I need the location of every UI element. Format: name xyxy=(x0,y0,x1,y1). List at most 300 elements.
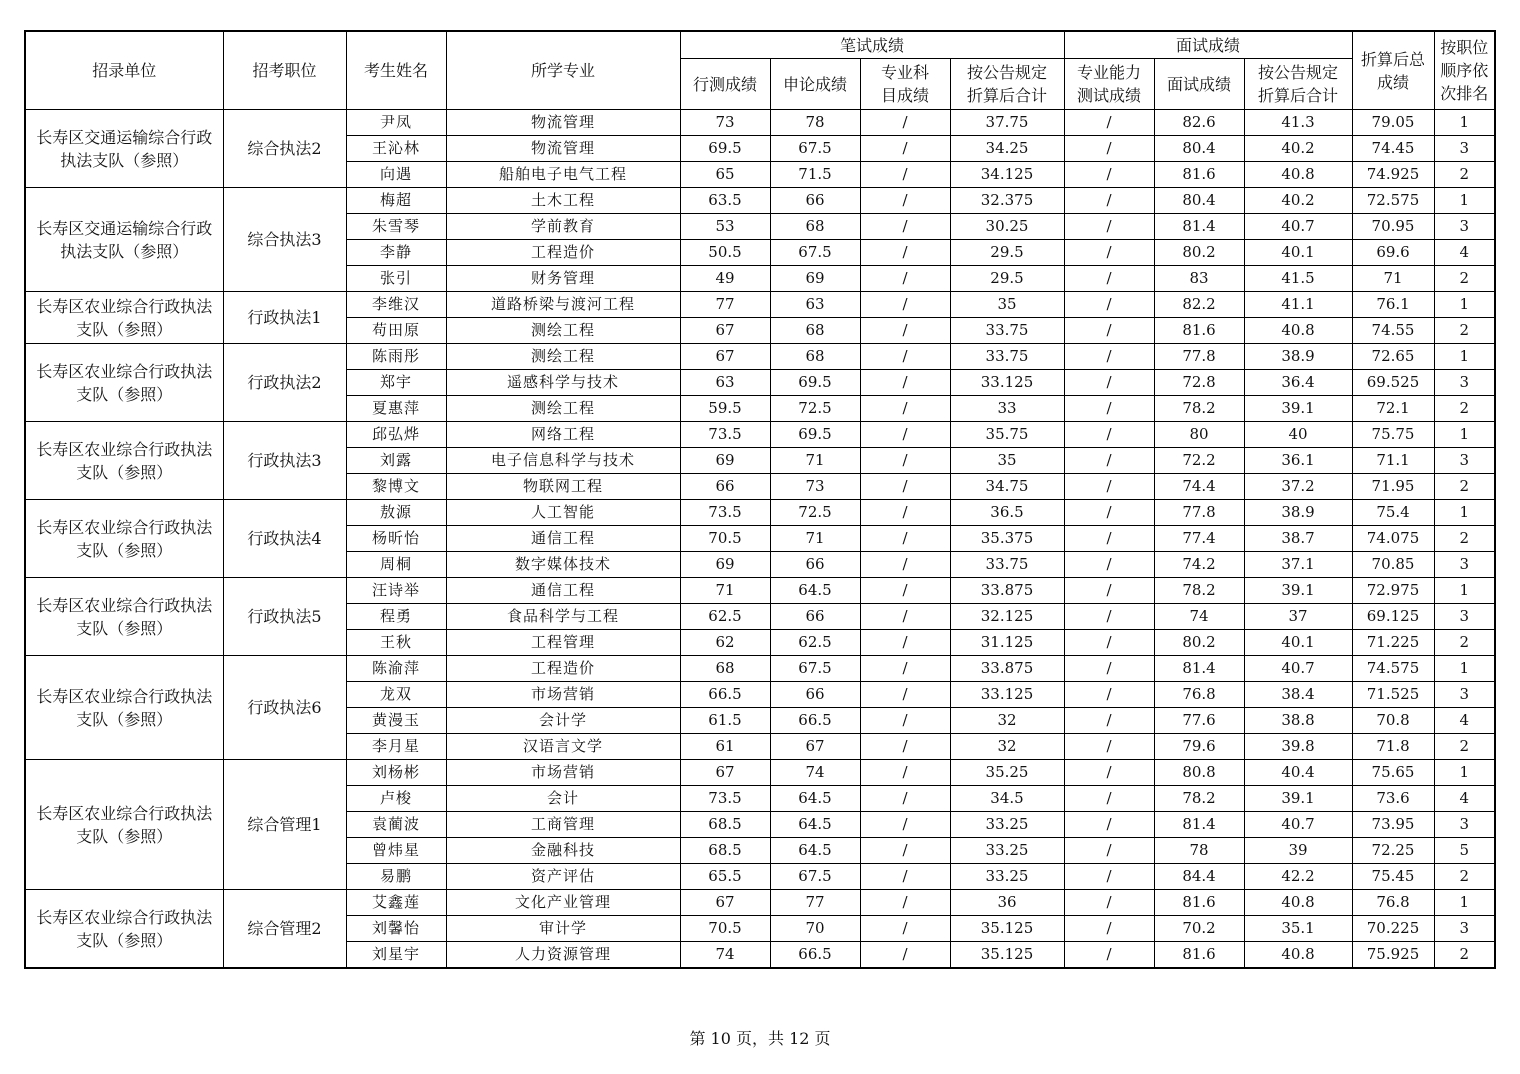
written-total-cell: 33.125 xyxy=(950,370,1064,396)
ability-cell: / xyxy=(1064,578,1154,604)
xingce-cell: 53 xyxy=(680,214,770,240)
ability-cell: / xyxy=(1064,864,1154,890)
rank-cell: 3 xyxy=(1434,812,1495,838)
final-cell: 74.575 xyxy=(1352,656,1434,682)
position-cell: 行政执法5 xyxy=(223,578,346,656)
major-cell: 电子信息科学与技术 xyxy=(446,448,680,474)
rank-cell: 1 xyxy=(1434,110,1495,136)
candidate-name-cell: 袁蔺波 xyxy=(346,812,446,838)
subject-cell: / xyxy=(860,396,950,422)
rank-cell: 2 xyxy=(1434,942,1495,969)
score-table xyxy=(24,30,1496,969)
xingce-cell: 65.5 xyxy=(680,864,770,890)
table-row xyxy=(25,110,1495,136)
interview-total-cell: 38.7 xyxy=(1244,526,1352,552)
header-interview-total: 按公告规定折算后合计 xyxy=(1244,59,1352,110)
major-cell: 金融科技 xyxy=(446,838,680,864)
rank-cell: 3 xyxy=(1434,682,1495,708)
subject-cell: / xyxy=(860,604,950,630)
subject-cell: / xyxy=(860,448,950,474)
xingce-cell: 67 xyxy=(680,318,770,344)
rank-cell: 2 xyxy=(1434,734,1495,760)
written-total-cell: 36.5 xyxy=(950,500,1064,526)
major-cell: 物流管理 xyxy=(446,136,680,162)
final-cell: 75.925 xyxy=(1352,942,1434,969)
written-total-cell: 32.375 xyxy=(950,188,1064,214)
xingce-cell: 67 xyxy=(680,344,770,370)
final-cell: 75.45 xyxy=(1352,864,1434,890)
written-total-cell: 32.125 xyxy=(950,604,1064,630)
candidate-name-cell: 苟田原 xyxy=(346,318,446,344)
ability-cell: / xyxy=(1064,552,1154,578)
interview-total-cell: 40.7 xyxy=(1244,812,1352,838)
major-cell: 测绘工程 xyxy=(446,396,680,422)
major-cell: 市场营销 xyxy=(446,760,680,786)
subject-cell: / xyxy=(860,578,950,604)
candidate-name-cell: 周桐 xyxy=(346,552,446,578)
candidate-name-cell: 刘星宇 xyxy=(346,942,446,969)
major-cell: 通信工程 xyxy=(446,578,680,604)
major-cell: 文化产业管理 xyxy=(446,890,680,916)
final-cell: 70.95 xyxy=(1352,214,1434,240)
final-cell: 72.1 xyxy=(1352,396,1434,422)
shenlun-cell: 63 xyxy=(770,292,860,318)
interview-cell: 80 xyxy=(1154,422,1244,448)
ability-cell: / xyxy=(1064,474,1154,500)
major-cell: 数字媒体技术 xyxy=(446,552,680,578)
subject-cell: / xyxy=(860,630,950,656)
written-total-cell: 34.5 xyxy=(950,786,1064,812)
shenlun-cell: 74 xyxy=(770,760,860,786)
ability-cell: / xyxy=(1064,240,1154,266)
table-row xyxy=(25,292,1495,318)
written-total-cell: 32 xyxy=(950,708,1064,734)
candidate-name-cell: 邱弘烨 xyxy=(346,422,446,448)
subject-cell: / xyxy=(860,890,950,916)
final-cell: 76.1 xyxy=(1352,292,1434,318)
written-total-cell: 31.125 xyxy=(950,630,1064,656)
ability-cell: / xyxy=(1064,266,1154,292)
major-cell: 测绘工程 xyxy=(446,344,680,370)
rank-cell: 3 xyxy=(1434,604,1495,630)
table-row xyxy=(25,656,1495,682)
candidate-name-cell: 尹凤 xyxy=(346,110,446,136)
interview-cell: 80.2 xyxy=(1154,240,1244,266)
ability-cell: / xyxy=(1064,890,1154,916)
subject-cell: / xyxy=(860,734,950,760)
xingce-cell: 74 xyxy=(680,942,770,969)
written-total-cell: 33.75 xyxy=(950,344,1064,370)
unit-cell: 长寿区农业综合行政执法支队（参照） xyxy=(25,422,223,500)
interview-total-cell: 41.5 xyxy=(1244,266,1352,292)
final-cell: 72.975 xyxy=(1352,578,1434,604)
interview-cell: 84.4 xyxy=(1154,864,1244,890)
interview-cell: 74 xyxy=(1154,604,1244,630)
xingce-cell: 77 xyxy=(680,292,770,318)
candidate-name-cell: 张引 xyxy=(346,266,446,292)
major-cell: 人力资源管理 xyxy=(446,942,680,969)
candidate-name-cell: 陈渝萍 xyxy=(346,656,446,682)
written-total-cell: 35.75 xyxy=(950,422,1064,448)
subject-cell: / xyxy=(860,318,950,344)
page-footer: 第 10 页，共 12 页 xyxy=(689,1029,831,1048)
written-total-cell: 33.25 xyxy=(950,864,1064,890)
header-ability: 专业能力测试成绩 xyxy=(1064,59,1154,110)
written-total-cell: 35 xyxy=(950,292,1064,318)
rank-cell: 1 xyxy=(1434,760,1495,786)
subject-cell: / xyxy=(860,422,950,448)
ability-cell: / xyxy=(1064,734,1154,760)
xingce-cell: 50.5 xyxy=(680,240,770,266)
shenlun-cell: 66 xyxy=(770,552,860,578)
interview-total-cell: 40.7 xyxy=(1244,214,1352,240)
subject-cell: / xyxy=(860,760,950,786)
major-cell: 通信工程 xyxy=(446,526,680,552)
interview-total-cell: 37.2 xyxy=(1244,474,1352,500)
subject-cell: / xyxy=(860,526,950,552)
rank-cell: 2 xyxy=(1434,318,1495,344)
xingce-cell: 59.5 xyxy=(680,396,770,422)
major-cell: 工程造价 xyxy=(446,240,680,266)
shenlun-cell: 78 xyxy=(770,110,860,136)
xingce-cell: 69 xyxy=(680,552,770,578)
interview-total-cell: 40 xyxy=(1244,422,1352,448)
table-row xyxy=(25,578,1495,604)
xingce-cell: 63.5 xyxy=(680,188,770,214)
ability-cell: / xyxy=(1064,656,1154,682)
header-interview-group: 面试成绩 xyxy=(1064,31,1352,59)
written-total-cell: 33.75 xyxy=(950,318,1064,344)
position-cell: 行政执法3 xyxy=(223,422,346,500)
interview-total-cell: 40.1 xyxy=(1244,630,1352,656)
xingce-cell: 69.5 xyxy=(680,136,770,162)
interview-cell: 82.6 xyxy=(1154,110,1244,136)
final-cell: 74.075 xyxy=(1352,526,1434,552)
final-cell: 71.95 xyxy=(1352,474,1434,500)
final-cell: 70.225 xyxy=(1352,916,1434,942)
candidate-name-cell: 朱雪琴 xyxy=(346,214,446,240)
xingce-cell: 61.5 xyxy=(680,708,770,734)
interview-cell: 81.4 xyxy=(1154,656,1244,682)
interview-cell: 72.8 xyxy=(1154,370,1244,396)
table-row xyxy=(25,188,1495,214)
header-final: 折算后总成绩 xyxy=(1352,31,1434,110)
ability-cell: / xyxy=(1064,188,1154,214)
shenlun-cell: 66 xyxy=(770,604,860,630)
ability-cell: / xyxy=(1064,812,1154,838)
shenlun-cell: 69.5 xyxy=(770,370,860,396)
final-cell: 76.8 xyxy=(1352,890,1434,916)
candidate-name-cell: 艾鑫莲 xyxy=(346,890,446,916)
written-total-cell: 35.375 xyxy=(950,526,1064,552)
subject-cell: / xyxy=(860,162,950,188)
xingce-cell: 70.5 xyxy=(680,916,770,942)
ability-cell: / xyxy=(1064,422,1154,448)
subject-cell: / xyxy=(860,682,950,708)
table-row xyxy=(25,344,1495,370)
interview-total-cell: 38.8 xyxy=(1244,708,1352,734)
ability-cell: / xyxy=(1064,292,1154,318)
major-cell: 会计学 xyxy=(446,708,680,734)
position-cell: 行政执法6 xyxy=(223,656,346,760)
shenlun-cell: 72.5 xyxy=(770,500,860,526)
written-total-cell: 34.25 xyxy=(950,136,1064,162)
candidate-name-cell: 王沁林 xyxy=(346,136,446,162)
candidate-name-cell: 李静 xyxy=(346,240,446,266)
written-total-cell: 34.125 xyxy=(950,162,1064,188)
final-cell: 75.4 xyxy=(1352,500,1434,526)
subject-cell: / xyxy=(860,266,950,292)
major-cell: 工程管理 xyxy=(446,630,680,656)
ability-cell: / xyxy=(1064,448,1154,474)
written-total-cell: 32 xyxy=(950,734,1064,760)
interview-cell: 80.2 xyxy=(1154,630,1244,656)
final-cell: 71 xyxy=(1352,266,1434,292)
subject-cell: / xyxy=(860,812,950,838)
written-total-cell: 37.75 xyxy=(950,110,1064,136)
major-cell: 学前教育 xyxy=(446,214,680,240)
final-cell: 73.6 xyxy=(1352,786,1434,812)
interview-cell: 81.4 xyxy=(1154,214,1244,240)
candidate-name-cell: 刘露 xyxy=(346,448,446,474)
written-total-cell: 33.875 xyxy=(950,656,1064,682)
final-cell: 75.65 xyxy=(1352,760,1434,786)
interview-total-cell: 38.9 xyxy=(1244,500,1352,526)
ability-cell: / xyxy=(1064,344,1154,370)
candidate-name-cell: 易鹏 xyxy=(346,864,446,890)
candidate-name-cell: 黄漫玉 xyxy=(346,708,446,734)
ability-cell: / xyxy=(1064,838,1154,864)
candidate-name-cell: 郑宇 xyxy=(346,370,446,396)
major-cell: 物流管理 xyxy=(446,110,680,136)
candidate-name-cell: 夏惠萍 xyxy=(346,396,446,422)
rank-cell: 1 xyxy=(1434,422,1495,448)
final-cell: 72.575 xyxy=(1352,188,1434,214)
final-cell: 74.925 xyxy=(1352,162,1434,188)
interview-cell: 78.2 xyxy=(1154,396,1244,422)
subject-cell: / xyxy=(860,786,950,812)
interview-total-cell: 40.8 xyxy=(1244,890,1352,916)
ability-cell: / xyxy=(1064,708,1154,734)
xingce-cell: 73 xyxy=(680,110,770,136)
rank-cell: 1 xyxy=(1434,188,1495,214)
subject-cell: / xyxy=(860,214,950,240)
interview-cell: 77.4 xyxy=(1154,526,1244,552)
written-total-cell: 33.125 xyxy=(950,682,1064,708)
subject-cell: / xyxy=(860,136,950,162)
interview-total-cell: 40.7 xyxy=(1244,656,1352,682)
interview-cell: 78.2 xyxy=(1154,786,1244,812)
written-total-cell: 33.25 xyxy=(950,812,1064,838)
header-major: 所学专业 xyxy=(446,31,680,110)
candidate-name-cell: 黎博文 xyxy=(346,474,446,500)
interview-cell: 77.8 xyxy=(1154,500,1244,526)
interview-cell: 79.6 xyxy=(1154,734,1244,760)
final-cell: 71.225 xyxy=(1352,630,1434,656)
rank-cell: 3 xyxy=(1434,214,1495,240)
interview-cell: 70.2 xyxy=(1154,916,1244,942)
major-cell: 网络工程 xyxy=(446,422,680,448)
ability-cell: / xyxy=(1064,162,1154,188)
candidate-name-cell: 龙双 xyxy=(346,682,446,708)
interview-cell: 72.2 xyxy=(1154,448,1244,474)
candidate-name-cell: 梅超 xyxy=(346,188,446,214)
written-total-cell: 33.75 xyxy=(950,552,1064,578)
rank-cell: 1 xyxy=(1434,890,1495,916)
subject-cell: / xyxy=(860,292,950,318)
candidate-name-cell: 卢梭 xyxy=(346,786,446,812)
interview-total-cell: 42.2 xyxy=(1244,864,1352,890)
shenlun-cell: 68 xyxy=(770,344,860,370)
written-total-cell: 35.125 xyxy=(950,942,1064,969)
final-cell: 71.8 xyxy=(1352,734,1434,760)
header-rank: 按职位顺序依次排名 xyxy=(1434,31,1495,110)
rank-cell: 4 xyxy=(1434,708,1495,734)
table-row xyxy=(25,422,1495,448)
interview-cell: 81.6 xyxy=(1154,890,1244,916)
written-total-cell: 30.25 xyxy=(950,214,1064,240)
shenlun-cell: 64.5 xyxy=(770,812,860,838)
written-total-cell: 35.125 xyxy=(950,916,1064,942)
rank-cell: 2 xyxy=(1434,630,1495,656)
candidate-name-cell: 李维汉 xyxy=(346,292,446,318)
major-cell: 测绘工程 xyxy=(446,318,680,344)
table-row xyxy=(25,760,1495,786)
interview-cell: 77.6 xyxy=(1154,708,1244,734)
position-cell: 综合执法2 xyxy=(223,110,346,188)
interview-cell: 78.2 xyxy=(1154,578,1244,604)
xingce-cell: 73.5 xyxy=(680,500,770,526)
ability-cell: / xyxy=(1064,942,1154,969)
xingce-cell: 65 xyxy=(680,162,770,188)
xingce-cell: 68.5 xyxy=(680,812,770,838)
xingce-cell: 62.5 xyxy=(680,604,770,630)
interview-total-cell: 38.4 xyxy=(1244,682,1352,708)
interview-total-cell: 36.1 xyxy=(1244,448,1352,474)
header-written-total: 按公告规定折算后合计 xyxy=(950,59,1064,110)
shenlun-cell: 71 xyxy=(770,448,860,474)
shenlun-cell: 72.5 xyxy=(770,396,860,422)
subject-cell: / xyxy=(860,344,950,370)
major-cell: 汉语言文学 xyxy=(446,734,680,760)
rank-cell: 4 xyxy=(1434,240,1495,266)
written-total-cell: 36 xyxy=(950,890,1064,916)
rank-cell: 2 xyxy=(1434,162,1495,188)
unit-cell: 长寿区交通运输综合行政执法支队（参照） xyxy=(25,188,223,292)
interview-total-cell: 39.8 xyxy=(1244,734,1352,760)
candidate-name-cell: 刘馨怡 xyxy=(346,916,446,942)
interview-total-cell: 36.4 xyxy=(1244,370,1352,396)
final-cell: 70.85 xyxy=(1352,552,1434,578)
rank-cell: 1 xyxy=(1434,500,1495,526)
interview-total-cell: 39.1 xyxy=(1244,396,1352,422)
xingce-cell: 67 xyxy=(680,760,770,786)
subject-cell: / xyxy=(860,240,950,266)
final-cell: 79.05 xyxy=(1352,110,1434,136)
major-cell: 船舶电子电气工程 xyxy=(446,162,680,188)
shenlun-cell: 64.5 xyxy=(770,578,860,604)
candidate-name-cell: 刘杨彬 xyxy=(346,760,446,786)
major-cell: 食品科学与工程 xyxy=(446,604,680,630)
ability-cell: / xyxy=(1064,214,1154,240)
written-total-cell: 33.875 xyxy=(950,578,1064,604)
xingce-cell: 62 xyxy=(680,630,770,656)
shenlun-cell: 69 xyxy=(770,266,860,292)
final-cell: 69.125 xyxy=(1352,604,1434,630)
shenlun-cell: 67.5 xyxy=(770,136,860,162)
interview-total-cell: 41.3 xyxy=(1244,110,1352,136)
shenlun-cell: 70 xyxy=(770,916,860,942)
rank-cell: 3 xyxy=(1434,370,1495,396)
interview-cell: 81.6 xyxy=(1154,162,1244,188)
xingce-cell: 70.5 xyxy=(680,526,770,552)
candidate-name-cell: 程勇 xyxy=(346,604,446,630)
table-row xyxy=(25,500,1495,526)
rank-cell: 2 xyxy=(1434,266,1495,292)
header-written-group: 笔试成绩 xyxy=(680,31,1064,59)
ability-cell: / xyxy=(1064,136,1154,162)
xingce-cell: 63 xyxy=(680,370,770,396)
interview-cell: 80.4 xyxy=(1154,188,1244,214)
shenlun-cell: 66.5 xyxy=(770,942,860,969)
written-total-cell: 35 xyxy=(950,448,1064,474)
candidate-name-cell: 王秋 xyxy=(346,630,446,656)
candidate-name-cell: 陈雨彤 xyxy=(346,344,446,370)
interview-cell: 80.4 xyxy=(1154,136,1244,162)
unit-cell: 长寿区农业综合行政执法支队（参照） xyxy=(25,578,223,656)
interview-cell: 81.6 xyxy=(1154,318,1244,344)
header-subject: 专业科目成绩 xyxy=(860,59,950,110)
written-total-cell: 29.5 xyxy=(950,240,1064,266)
interview-cell: 81.6 xyxy=(1154,942,1244,969)
subject-cell: / xyxy=(860,474,950,500)
unit-cell: 长寿区农业综合行政执法支队（参照） xyxy=(25,890,223,969)
interview-total-cell: 39.1 xyxy=(1244,786,1352,812)
xingce-cell: 67 xyxy=(680,890,770,916)
shenlun-cell: 64.5 xyxy=(770,786,860,812)
ability-cell: / xyxy=(1064,786,1154,812)
header-name: 考生姓名 xyxy=(346,31,446,110)
subject-cell: / xyxy=(860,864,950,890)
shenlun-cell: 66.5 xyxy=(770,708,860,734)
final-cell: 71.525 xyxy=(1352,682,1434,708)
xingce-cell: 66 xyxy=(680,474,770,500)
final-cell: 72.25 xyxy=(1352,838,1434,864)
interview-cell: 82.2 xyxy=(1154,292,1244,318)
major-cell: 财务管理 xyxy=(446,266,680,292)
rank-cell: 2 xyxy=(1434,864,1495,890)
xingce-cell: 69 xyxy=(680,448,770,474)
final-cell: 73.95 xyxy=(1352,812,1434,838)
position-cell: 行政执法4 xyxy=(223,500,346,578)
shenlun-cell: 67.5 xyxy=(770,240,860,266)
shenlun-cell: 69.5 xyxy=(770,422,860,448)
shenlun-cell: 68 xyxy=(770,214,860,240)
major-cell: 资产评估 xyxy=(446,864,680,890)
ability-cell: / xyxy=(1064,500,1154,526)
subject-cell: / xyxy=(860,656,950,682)
table-header xyxy=(25,31,1495,110)
shenlun-cell: 66 xyxy=(770,682,860,708)
subject-cell: / xyxy=(860,708,950,734)
interview-total-cell: 37.1 xyxy=(1244,552,1352,578)
subject-cell: / xyxy=(860,110,950,136)
interview-total-cell: 40.8 xyxy=(1244,318,1352,344)
interview-total-cell: 37 xyxy=(1244,604,1352,630)
subject-cell: / xyxy=(860,552,950,578)
header-interview: 面试成绩 xyxy=(1154,59,1244,110)
interview-cell: 77.8 xyxy=(1154,344,1244,370)
